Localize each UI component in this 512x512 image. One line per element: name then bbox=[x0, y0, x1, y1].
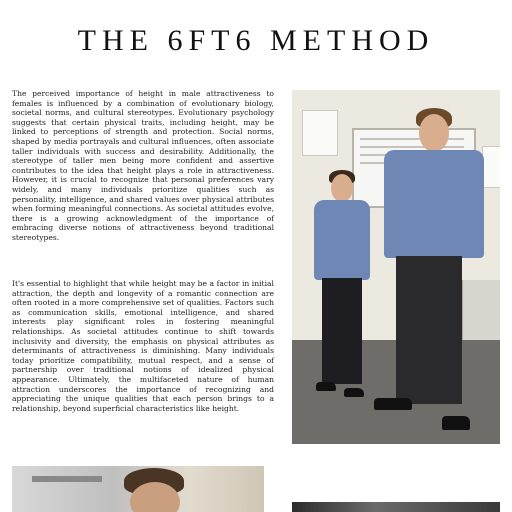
photo-wall-paper bbox=[302, 110, 338, 156]
man-portrait-photo bbox=[12, 466, 264, 512]
article-paragraph-1: The perceived importance of height in male attractiveness to females is influenced by a combination of evolutionary biology, societal norms, and cultural stereotypes. Evolutionary psychology suggests that certain physical traits, including height, may be linked to perceptions of strength and protection. Social norms, shaped by media portrayals and cultural influences, often associate taller individuals with success and desirability. Additionally, the stereotype of taller men being more confident and assertive contributes to the idea that height plays a role in attractiveness. However, it is crucial to recognize that personal preferences vary widely, and many individuals prioritize qualities such as personality, intelligence, and shared values over physical attributes when forming meaningful connections. As societal attitudes evolve, there is a growing acknowledgment of the importance of embracing diverse notions of attractiveness beyond traditional stereotypes. bbox=[12, 89, 274, 242]
two-men-standing-photo bbox=[292, 90, 500, 444]
page-title: THE 6FT6 METHOD bbox=[77, 24, 435, 57]
partial-photo bbox=[292, 502, 500, 512]
photo-wall-paper bbox=[482, 146, 500, 188]
article-paragraph-2: It's essential to highlight that while height may be a factor in initial attraction, the depth and longevity of a romantic connection are often rooted in a more comprehensive set of qualities. Factors such as communication skills, emotional intelligence, and shared interests play significant roles in fostering meaningful relationships. As societal attitudes continue to shift towards inclusivity and diversity, the emphasis on physical attributes as determinants of attractiveness is diminishing. Many individuals today prioritize compatibility, mutual respect, and a sense of partnership over traditional notions of idealized physical appearance. Ultimately, the multifaceted nature of human attraction underscores the importance of recognizing and appreciating the unique qualities that each person brings to a relationship, beyond superficial characteristics like height. bbox=[12, 279, 274, 413]
